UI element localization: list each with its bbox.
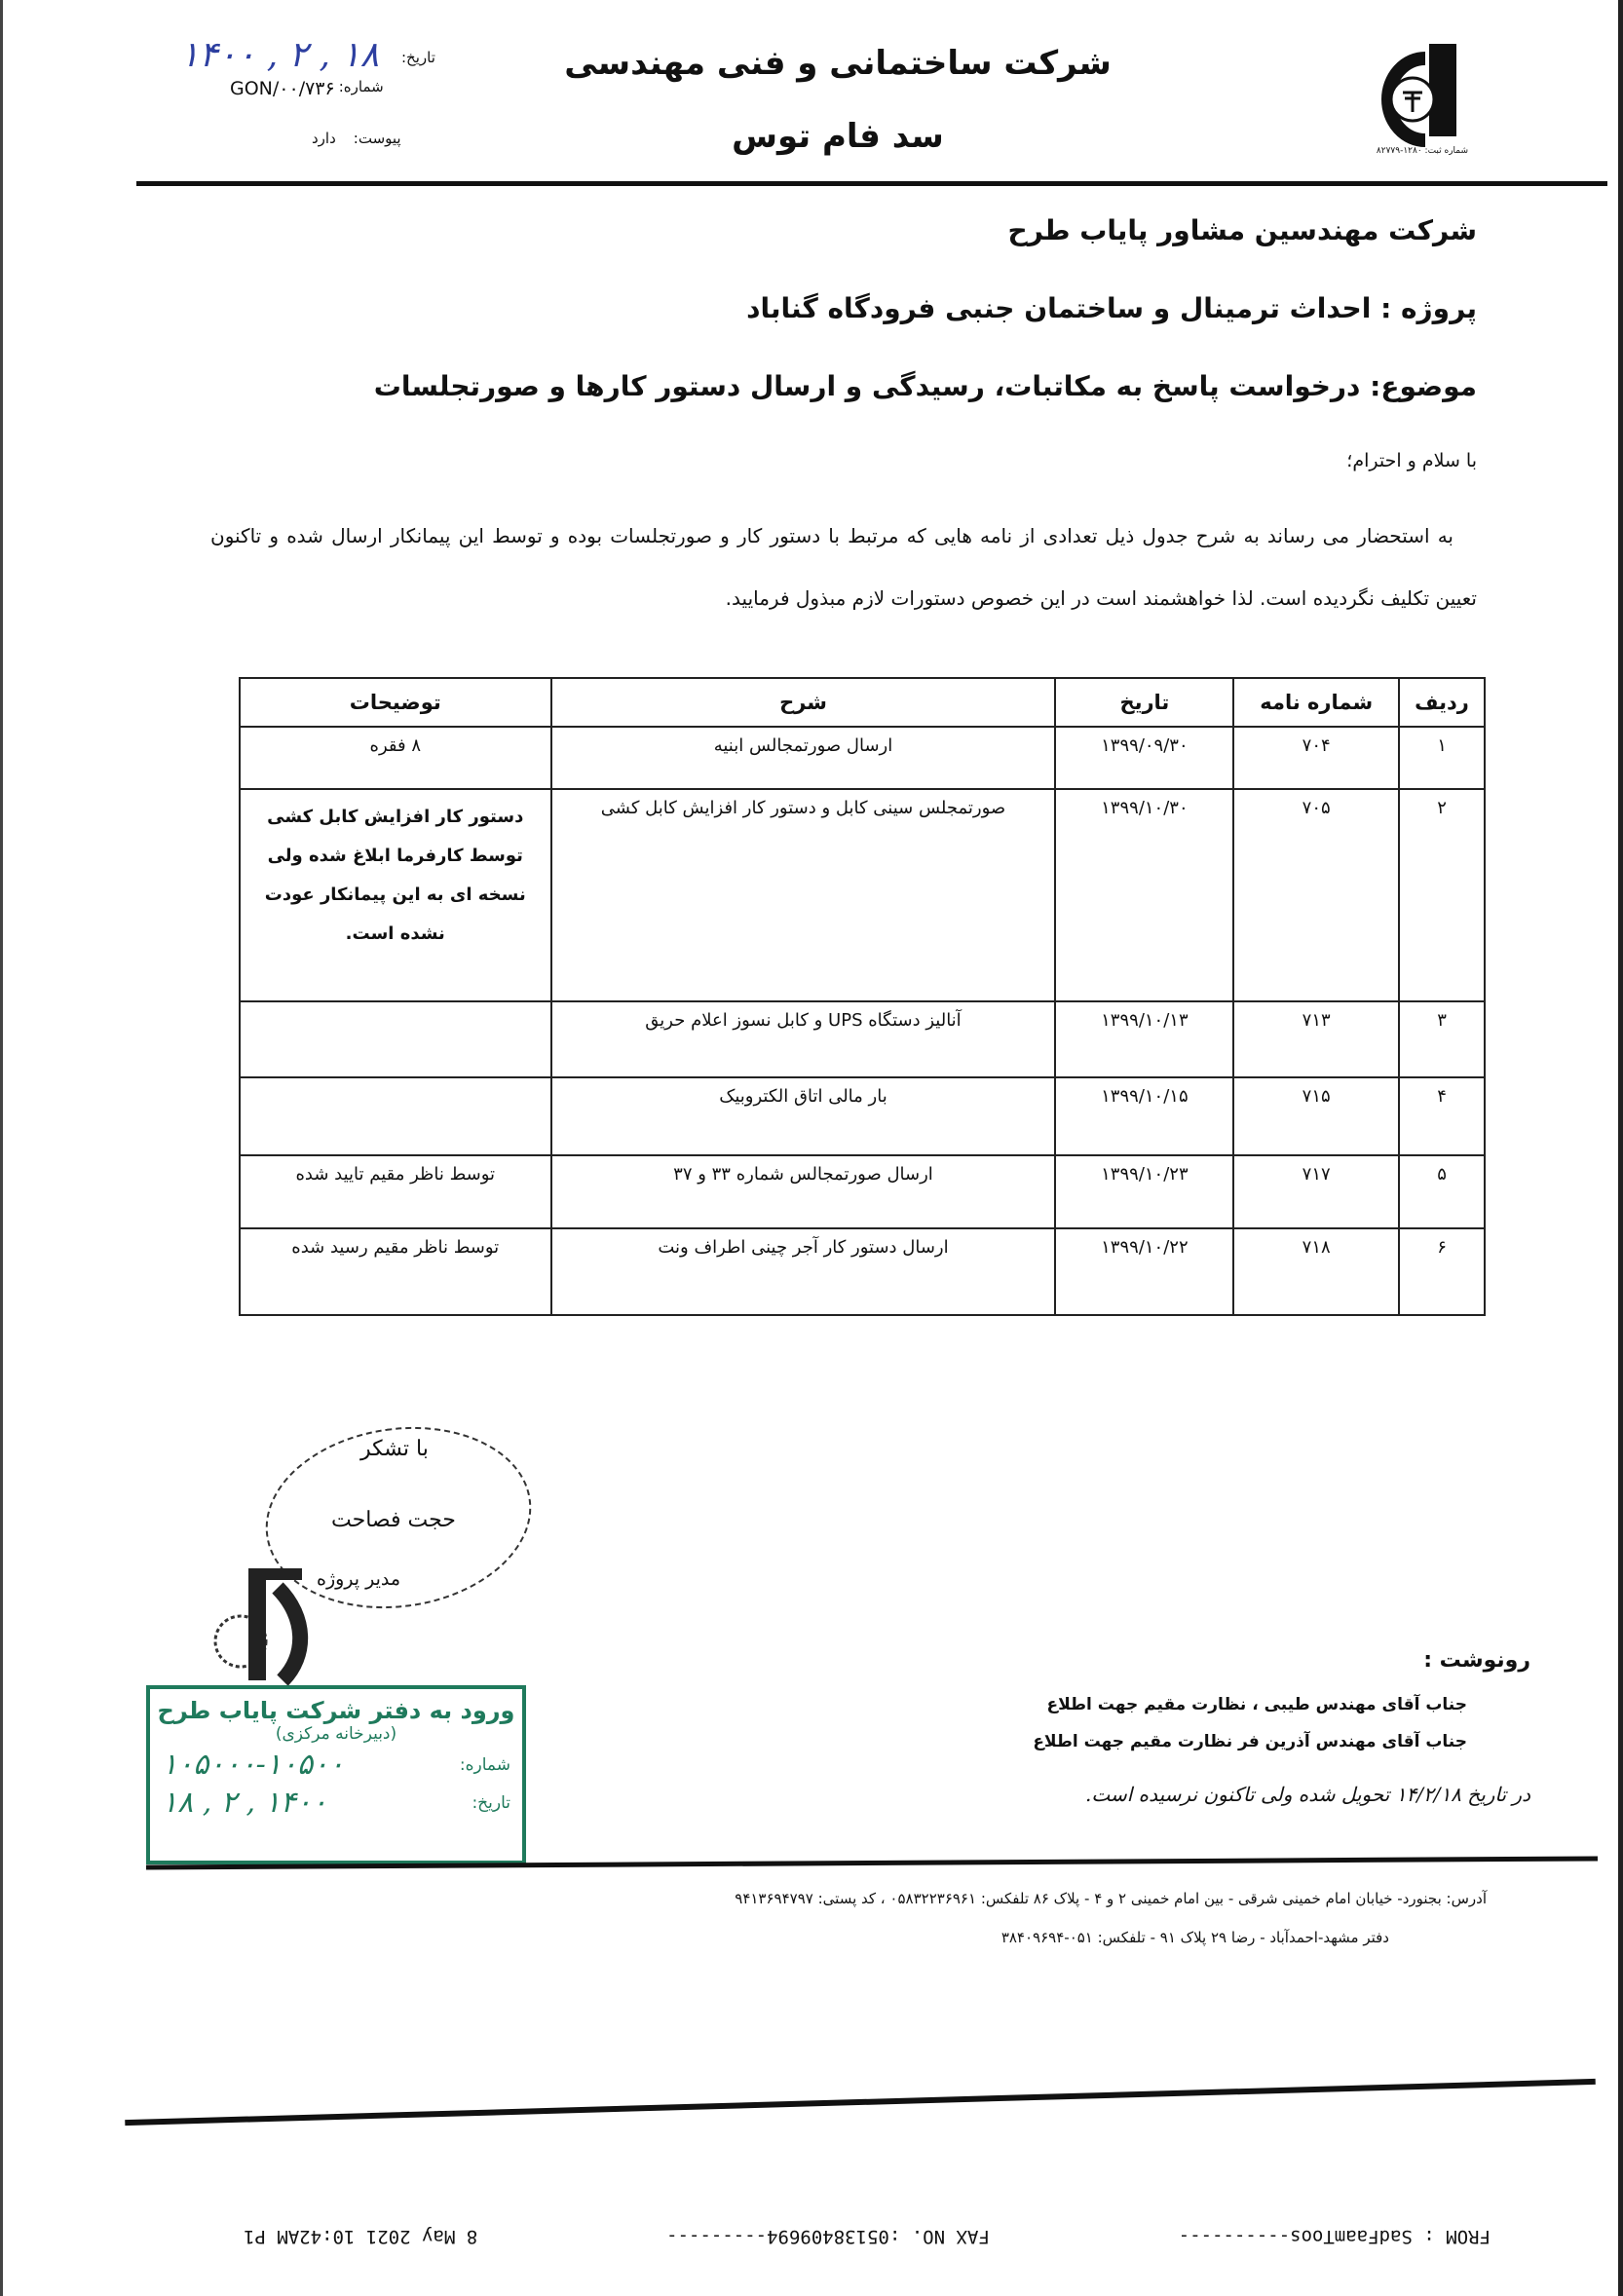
cc-label: رونوشت : xyxy=(1423,1648,1530,1673)
signer-title: مدیر پروژه xyxy=(317,1568,401,1590)
fax-from: FROM : SadFaamToos---------- xyxy=(1178,2226,1491,2247)
cell-description: صورتمجلس سینی کابل و دستور کار افزایش کابل کشی xyxy=(551,789,1056,1001)
cell-description: ارسال صورتمجالس شماره ۳۳ و ۳۷ xyxy=(551,1155,1056,1228)
cell-row-number: ۵ xyxy=(1399,1155,1485,1228)
received-stamp xyxy=(146,1685,526,1864)
subject-line: موضوع: درخواست پاسخ به مکاتبات، رسیدگی و ارسال دستور کارها و صورتجلسات xyxy=(373,370,1477,402)
number-value: GON/۰۰/۷۳۶ xyxy=(230,78,335,99)
number-label: شماره: xyxy=(338,78,384,95)
table-row xyxy=(240,1001,1485,1077)
fax-number: FAX NO. :05138409694--------- xyxy=(666,2226,990,2247)
cell-notes: توسط ناظر مقیم تایید شده xyxy=(240,1155,551,1228)
cell-notes: دستور کار افزایش کابل کشی توسط کارفرما ابلاغ شده ولی نسخه ای به این پیمانکار عودت نشده است. xyxy=(240,789,551,1001)
cc-item: جناب آقای مهندس آذرین فر نظارت مقیم جهت اطلاع xyxy=(1033,1732,1467,1751)
table-row xyxy=(240,1155,1485,1228)
fax-datetime: 8 May 2021 10:42AM P1 xyxy=(244,2226,478,2247)
cell-date: ۱۳۹۹/۱۰/۲۳ xyxy=(1055,1155,1233,1228)
handwritten-date: ۱۴۰۰ , ۲ , ۱۸ xyxy=(180,35,380,75)
header-notes: توضیحات xyxy=(240,678,551,727)
cell-description: بار مالی اتاق الکتروبیک xyxy=(551,1077,1056,1155)
cc-item: جناب آقای مهندس طیبی ، نظارت مقیم جهت اطلاع xyxy=(1046,1695,1467,1714)
cell-letter-number: ۷۱۷ xyxy=(1233,1155,1399,1228)
cell-letter-number: ۷۱۵ xyxy=(1233,1077,1399,1155)
stamp-number-value: ۱۰۵۰۰۰-۱۰۵۰۰ xyxy=(162,1748,345,1782)
stamp-date-label: تاریخ: xyxy=(472,1792,510,1813)
header-letter-number: شماره نامه xyxy=(1233,678,1399,727)
scan-edge-left xyxy=(0,0,3,2296)
body-paragraph: به استحضار می رساند به شرح جدول ذیل تعدادی از نامه هایی که مرتبط با دستور کار و صورتجلسات بوده و توسط این پیمانکار ارسال شده و تاکنون تعیین تکلیف نگردیده است. لذا خواهشمند است در این خصوص دستورات لازم مبذول فرمایید. xyxy=(210,524,1477,610)
cell-row-number: ۲ xyxy=(1399,789,1485,1001)
cell-row-number: ۶ xyxy=(1399,1228,1485,1315)
cell-letter-number: ۷۱۳ xyxy=(1233,1001,1399,1077)
signature-closing: با تشکر xyxy=(360,1437,429,1461)
stamp-subtitle: (دبیرخانه مرکزی) xyxy=(275,1724,397,1744)
table-row xyxy=(240,789,1485,1001)
cell-letter-number: ۷۱۸ xyxy=(1233,1228,1399,1315)
cell-date: ۱۳۹۹/۱۰/۲۲ xyxy=(1055,1228,1233,1315)
company-name-line1: شرکت ساختمانی و فنی مهندسی xyxy=(564,44,1112,83)
cell-date: ۱۳۹۹/۱۰/۱۵ xyxy=(1055,1077,1233,1155)
table-row xyxy=(240,727,1485,789)
cell-notes: توسط ناظر مقیم رسید شده xyxy=(240,1228,551,1315)
table-header-row xyxy=(240,678,1485,727)
stamp-date-value: ۱۴۰۰ , ۲ , ۱۸ xyxy=(162,1786,328,1820)
address-line-2: دفتر مشهد-احمدآباد - رضا ۲۹ پلاک ۹۱ - تلفکس: ۰۵۱-۳۸۴۰۹۶۹۴ xyxy=(1000,1929,1389,1946)
company-seal-icon xyxy=(209,1549,317,1685)
cell-date: ۱۳۹۹/۰۹/۳۰ xyxy=(1055,727,1233,789)
cell-notes xyxy=(240,1001,551,1077)
cell-row-number: ۱ xyxy=(1399,727,1485,789)
cell-row-number: ۳ xyxy=(1399,1001,1485,1077)
stamp-date-row xyxy=(150,1786,522,1820)
stamp-title: ورود به دفتر شرکت پایاب طرح xyxy=(157,1697,515,1724)
attachment xyxy=(312,130,401,147)
cell-date: ۱۳۹۹/۱۰/۱۳ xyxy=(1055,1001,1233,1077)
cell-date: ۱۳۹۹/۱۰/۳۰ xyxy=(1055,789,1233,1001)
letter-number xyxy=(230,78,384,99)
stamp-number-row xyxy=(150,1748,522,1782)
date-label: تاریخ: xyxy=(401,49,435,66)
cell-notes xyxy=(240,1077,551,1155)
handwritten-note: در تاریخ ۱۴/۲/۱۸ تحویل شده ولی تاکنون نرسیده است. xyxy=(1084,1783,1530,1806)
project-line: پروژه : احداث ترمینال و ساختمان جنبی فرودگاه گناباد xyxy=(746,292,1477,324)
cell-description: ارسال صورتمجالس ابنیه xyxy=(551,727,1056,789)
cell-letter-number: ۷۰۵ xyxy=(1233,789,1399,1001)
salutation: با سلام و احترام؛ xyxy=(1346,450,1477,471)
company-name-line2: سد فام توس xyxy=(732,117,944,156)
letters-table xyxy=(239,677,1486,1316)
header-divider xyxy=(136,181,1607,186)
company-logo-icon xyxy=(1369,39,1466,156)
header-description: شرح xyxy=(551,678,1056,727)
stamp-number-label: شماره: xyxy=(459,1754,510,1775)
fax-header-upside-down xyxy=(244,2226,1491,2247)
table-row xyxy=(240,1077,1485,1155)
header-row-number: ردیف xyxy=(1399,678,1485,727)
cell-description: آنالیز دستگاه UPS و کابل نسوز اعلام حریق xyxy=(551,1001,1056,1077)
cell-description: ارسال دستور کار آجر چینی اطراف ونت xyxy=(551,1228,1056,1315)
table-row xyxy=(240,1228,1485,1315)
recipient: شرکت مهندسین مشاور پایاب طرح xyxy=(1007,214,1477,246)
cell-row-number: ۴ xyxy=(1399,1077,1485,1155)
cell-notes: ۸ فقره xyxy=(240,727,551,789)
header-date: تاریخ xyxy=(1055,678,1233,727)
signer-name: حجت فصاحت xyxy=(331,1508,456,1532)
logo-caption: شماره ثبت: ۱۲۸۰-۸۲۷۷۹ xyxy=(1376,146,1469,156)
cell-letter-number: ۷۰۴ xyxy=(1233,727,1399,789)
bottom-divider xyxy=(125,2079,1596,2126)
attachment-label: پیوست: xyxy=(353,130,401,147)
scan-edge-right xyxy=(1618,0,1623,2296)
attachment-value: دارد xyxy=(312,130,336,147)
address-line-1: آدرس: بجنورد- خیابان امام خمینی شرقی - بین امام خمینی ۲ و ۴ - پلاک ۸۶ تلفکس: ۰۵۸۳۲۲۳۶۹۶۱ ، کد پستی: ۹۴۱۳۶۹۴۷۹۷ xyxy=(735,1890,1487,1907)
